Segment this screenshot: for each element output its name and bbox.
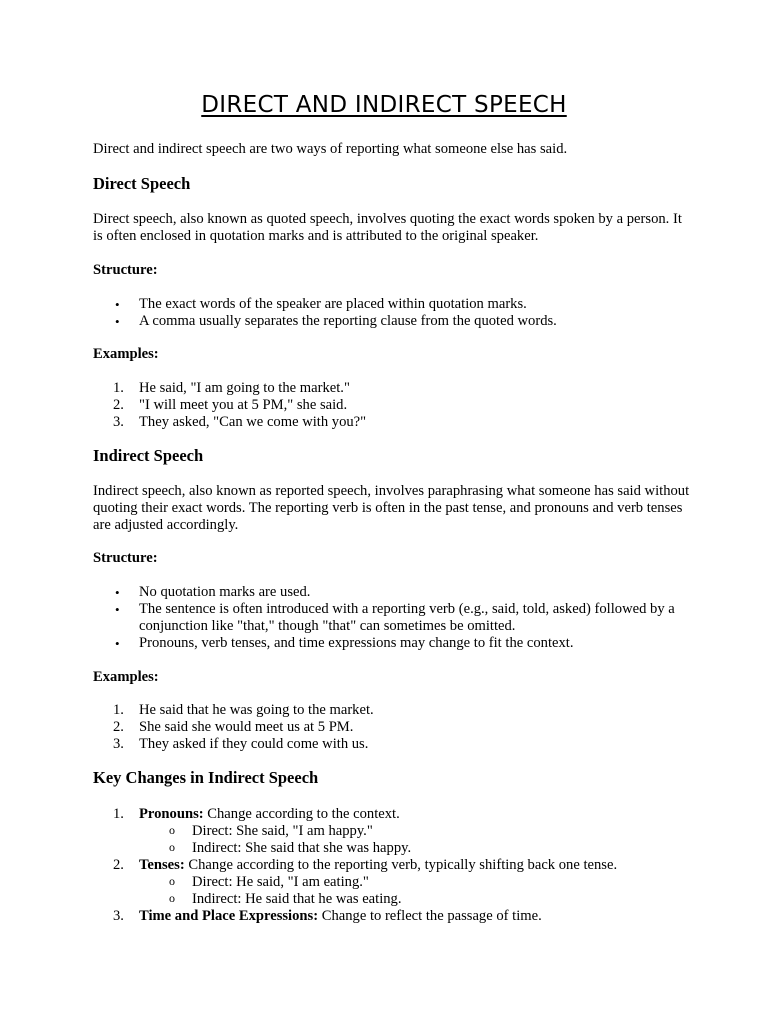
key-changes-heading: Key Changes in Indirect Speech: [93, 768, 319, 787]
example-text: They asked, "Can we come with you?": [139, 414, 367, 430]
document-title: DIRECT AND INDIRECT SPEECH: [201, 92, 567, 118]
intro-paragraph: Direct and indirect speech are two ways of reporting what someone else has said.: [93, 141, 568, 157]
list-number: 1.: [113, 380, 124, 396]
list-number: 1.: [113, 702, 124, 718]
list-number: 3.: [113, 736, 124, 752]
list-item: [93, 736, 693, 753]
direct-examples-list: [93, 380, 693, 431]
list-item: • The exact words of the speaker are placed within quotation marks.: [93, 296, 693, 313]
list-item: [93, 380, 693, 397]
list-number: 2.: [113, 719, 124, 735]
sub-item: o Indirect: She said that she was happy.: [139, 840, 693, 857]
example-text: He said, "I am going to the market.": [139, 380, 350, 396]
indirect-structure-list: [93, 584, 693, 652]
change-term: Time and Place Expressions:: [139, 908, 319, 924]
example-text: He said that he was going to the market.: [139, 702, 374, 718]
list-number: 2.: [113, 397, 124, 413]
change-text: Change according to the context.: [203, 806, 400, 822]
list-item: • The sentence is often introduced with a reporting verb (e.g., said, told, asked) followed by a conjunction like "that," though "that" can sometimes be omitted.: [93, 601, 693, 635]
list-item: • Pronouns, verb tenses, and time expressions may change to fit the context.: [93, 635, 693, 652]
sub-item: o Direct: She said, "I am happy.": [139, 823, 693, 840]
list-item: [93, 908, 693, 925]
list-item: [93, 397, 693, 414]
indirect-structure-label: Structure:: [93, 550, 158, 566]
example-text: She said she would meet us at 5 PM.: [139, 719, 354, 735]
change-term: Pronouns:: [139, 806, 204, 822]
example-text: They asked if they could come with us.: [139, 736, 369, 752]
indirect-speech-paragraph: Indirect speech, also known as reported speech, involves paraphrasing what someone has said without quoting their exact words. The reporting verb is often in the past tense, and pronouns and verb tenses are adjusted accordingly.: [93, 483, 690, 533]
indirect-examples-list: [93, 702, 693, 753]
direct-structure-label: Structure:: [93, 262, 158, 278]
list-item: • A comma usually separates the reporting clause from the quoted words.: [93, 313, 693, 330]
list-item: [93, 806, 693, 857]
sub-item: o Indirect: He said that he was eating.: [139, 891, 693, 908]
change-text: Change to reflect the passage of time.: [318, 908, 542, 924]
list-item: • No quotation marks are used.: [93, 584, 693, 601]
list-number: 1.: [113, 806, 124, 822]
change-text: Change according to the reporting verb, typically shifting back one tense.: [184, 857, 618, 873]
direct-speech-paragraph: Direct speech, also known as quoted speech, involves quoting the exact words spoken by a person. It is often enclosed in quotation marks and is attributed to the original speaker.: [93, 211, 682, 244]
key-changes-list: [93, 806, 693, 925]
list-item: [93, 702, 693, 719]
list-number: 3.: [113, 414, 124, 430]
list-number: 2.: [113, 857, 124, 873]
indirect-examples-label: Examples:: [93, 669, 159, 685]
direct-structure-list: [93, 296, 693, 330]
change-term: Tenses:: [139, 857, 185, 873]
example-text: "I will meet you at 5 PM," she said.: [139, 397, 348, 413]
indirect-speech-heading: Indirect Speech: [93, 446, 204, 465]
list-item: [93, 414, 693, 431]
sub-list: [139, 823, 693, 857]
sub-item: o Direct: He said, "I am eating.": [139, 874, 693, 891]
sub-list: [139, 874, 693, 908]
direct-speech-heading: Direct Speech: [93, 174, 191, 193]
direct-examples-label: Examples:: [93, 346, 159, 362]
list-number: 3.: [113, 908, 124, 924]
list-item: [93, 857, 693, 908]
list-item: [93, 719, 693, 736]
